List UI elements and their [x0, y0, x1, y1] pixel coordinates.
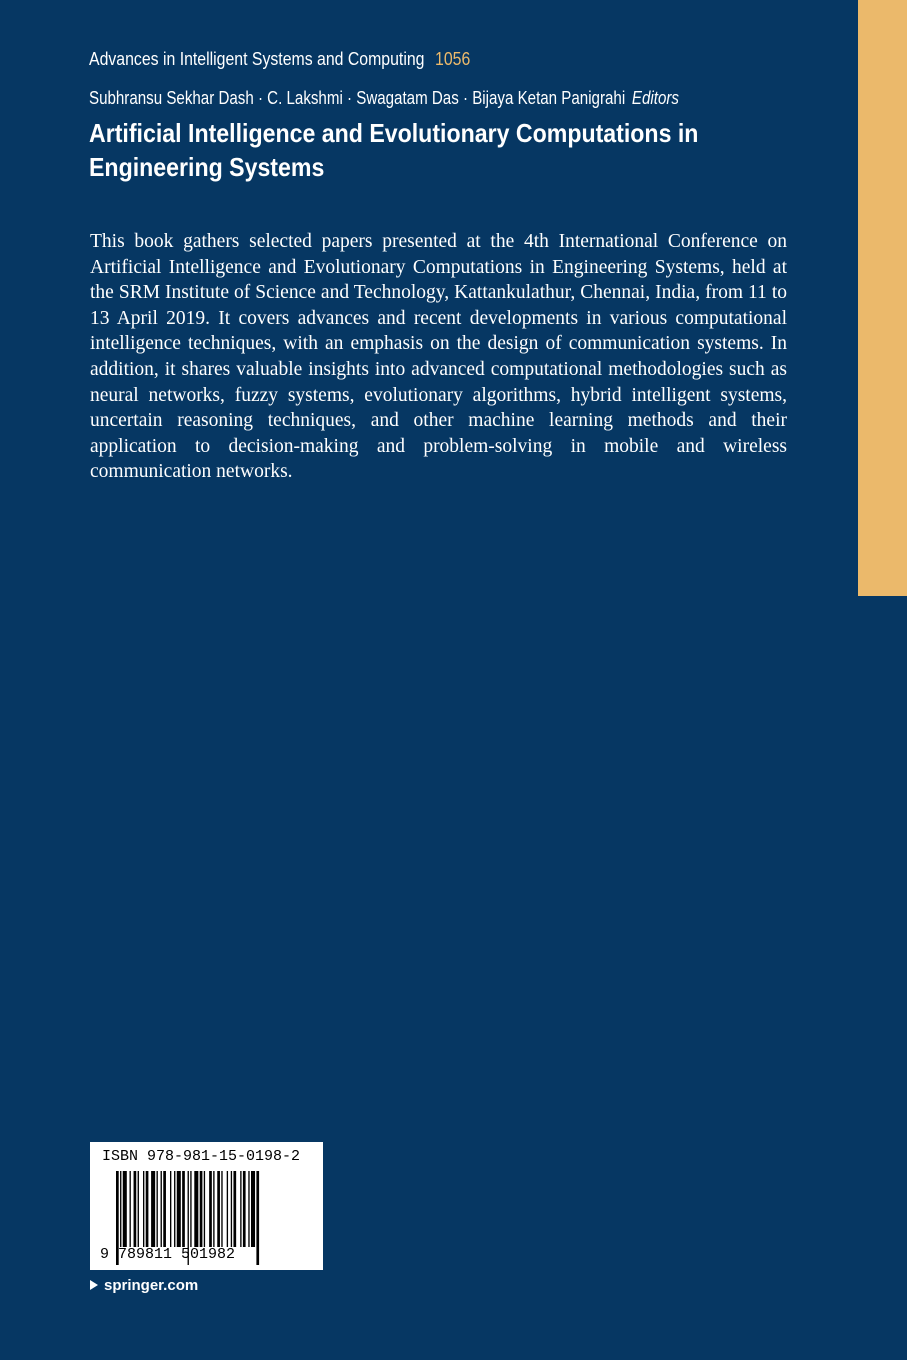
- publisher-link[interactable]: [90, 1275, 198, 1297]
- series-volume-number: 1056: [435, 49, 471, 69]
- editor-names: Subhransu Sekhar Dash · C. Lakshmi · Swagatam Das · Bijaya Ketan Panigrahi: [89, 88, 626, 108]
- editors-line: [89, 85, 679, 111]
- accent-color-strip: [858, 0, 907, 596]
- series-heading: [89, 46, 470, 72]
- book-description: This book gathers selected papers presented at the 4th International Conference on Artificial Intelligence and Evolutionary Computations in Engineering Systems, held at the SRM Institute of Science and Technology, Kattankulathur, Chennai, India, from 11 to 13 April 2019. It covers advances and recent developments in various computational intelligence techniques, with an emphasis on the design of communication systems. In addition, it shares valuable insights into advanced computational methodologies such as neural networks, fuzzy systems, evolutionary algorithms, hybrid intelligent systems, uncertain reasoning techniques, and other machine learning methods and their application to decision-making and problem-solving in mobile and wireless communication networks.: [90, 231, 787, 483]
- isbn-number: ISBN 978-981-15-0198-2: [102, 1148, 301, 1165]
- series-name: Advances in Intelligent Systems and Computing: [89, 49, 425, 69]
- editors-role-label: Editors: [631, 88, 679, 108]
- triangle-right-icon: [90, 1280, 98, 1290]
- book-title-line-1: Artificial Intelligence and Evolutionary Computations in: [89, 118, 699, 148]
- book-title: [89, 116, 748, 184]
- barcode-digits: 9 789811 501982: [100, 1246, 236, 1263]
- isbn-barcode: [90, 1142, 323, 1270]
- book-title-line-2: Engineering Systems: [89, 152, 325, 182]
- publisher-url: springer.com: [104, 1277, 199, 1294]
